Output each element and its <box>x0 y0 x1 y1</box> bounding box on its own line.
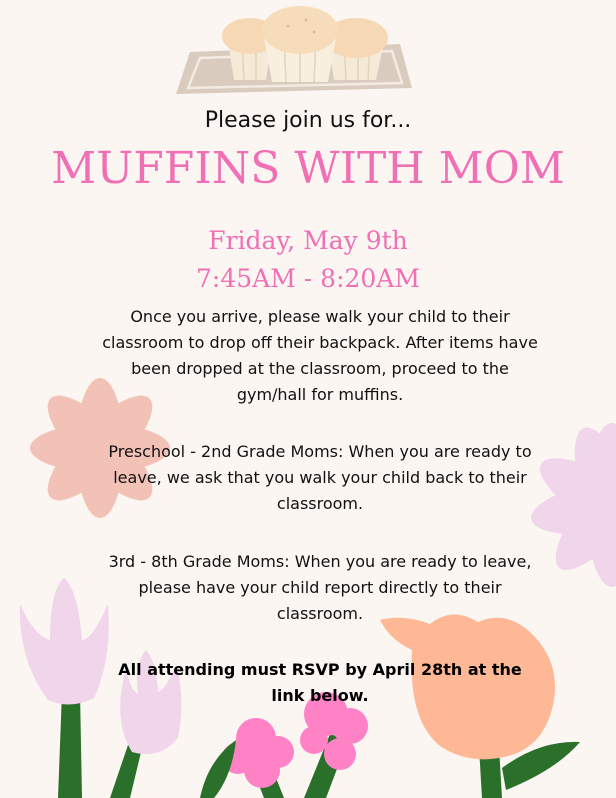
rsvp-notice: All attending must RSVP by April 28th at the link below. <box>118 660 522 705</box>
lead-text: Please join us for... <box>204 108 412 133</box>
lilac-daisy-right <box>527 419 616 591</box>
lilac-tulip-left <box>20 578 109 798</box>
event-date: Friday, May 9th <box>208 226 408 255</box>
upper-grade-instructions: 3rd - 8th Grade Moms: When you are ready to leave, please have your child report directly to their classroom. <box>108 552 532 623</box>
event-title: MUFFINS WITH MOM <box>51 143 565 194</box>
preschool-instructions: Preschool - 2nd Grade Moms: When you are ready to leave, we ask that you walk your child back to their classroom. <box>108 442 532 513</box>
arrival-instructions: Once you arrive, please walk your child to their classroom to drop off their backpack. After items have been dropped at the classroom, proceed to the gym/hall for muffins. <box>102 307 538 404</box>
event-time: 7:45AM - 8:20AM <box>196 264 420 293</box>
